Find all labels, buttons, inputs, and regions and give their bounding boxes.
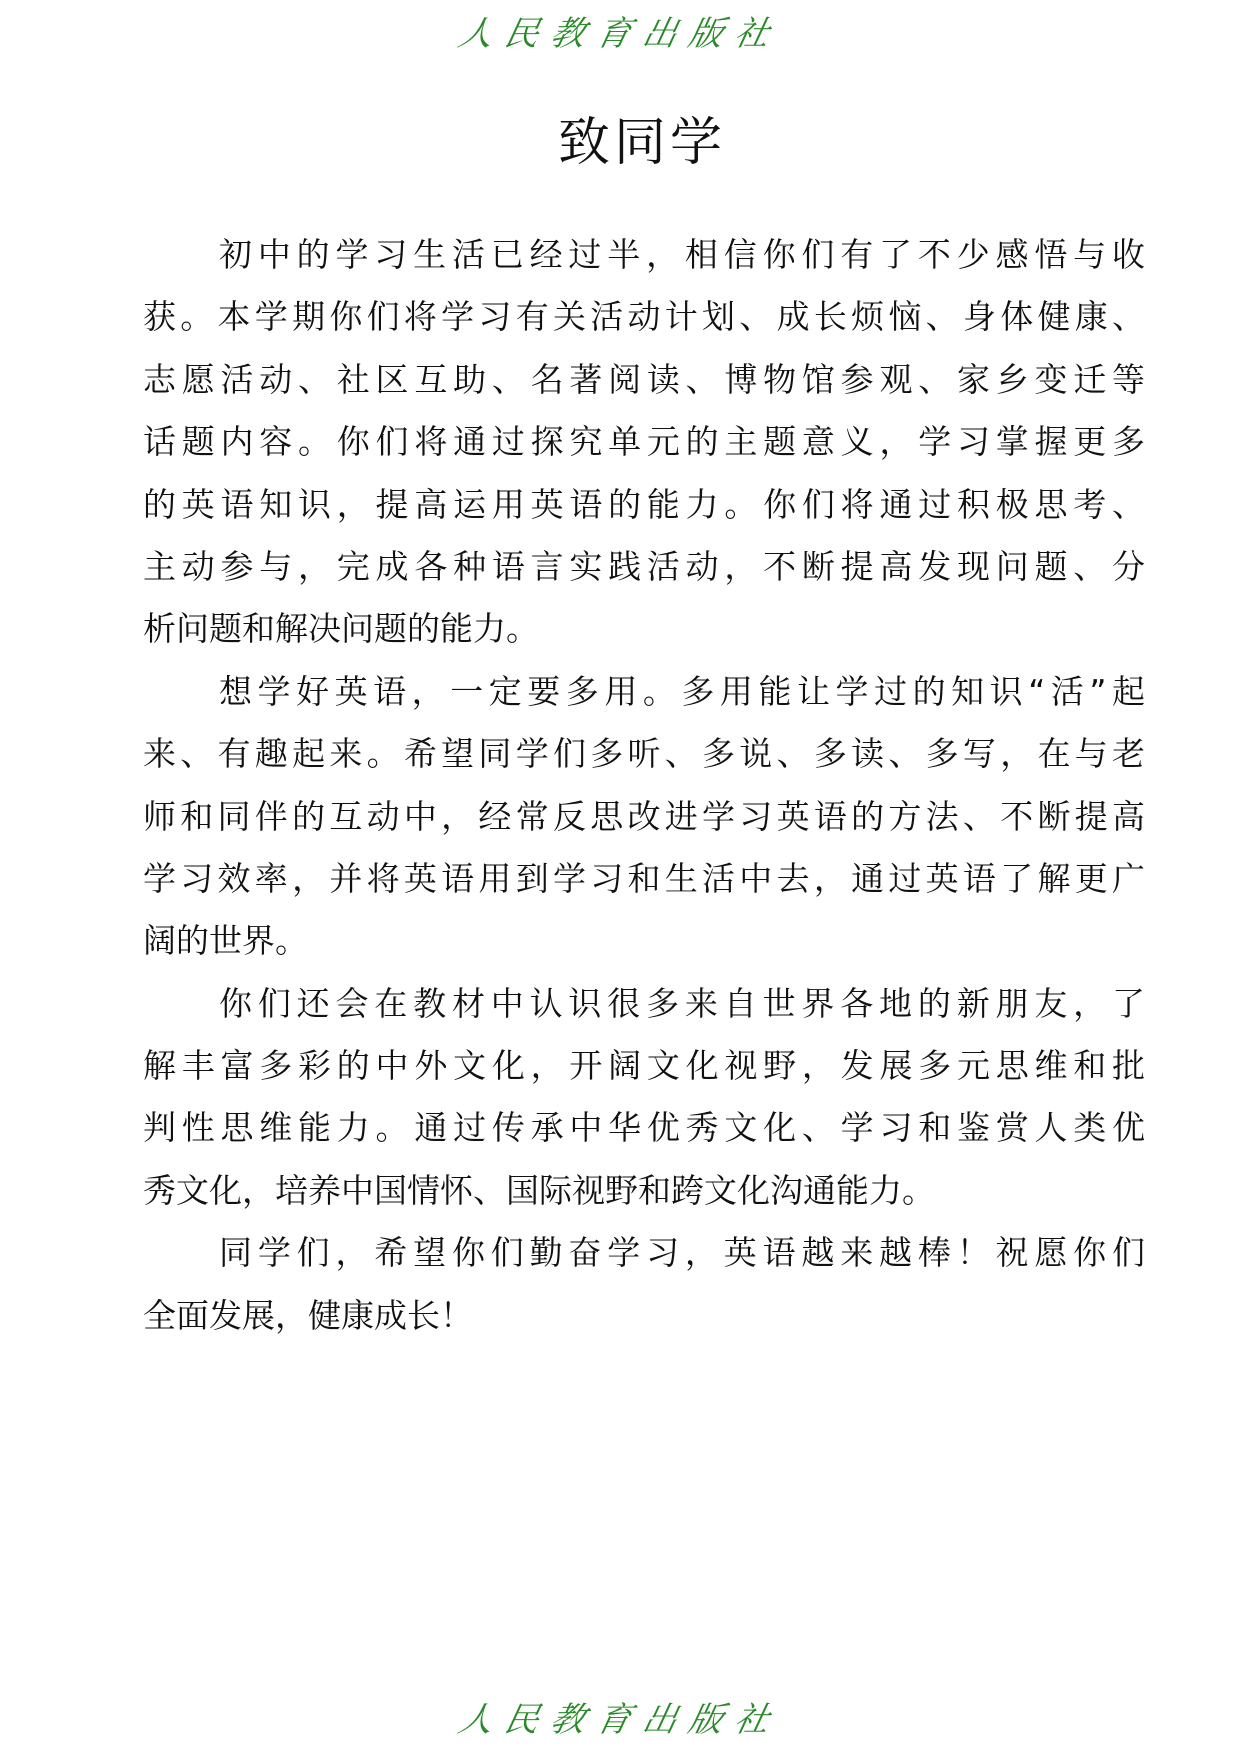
paragraph <box>143 661 1145 973</box>
text-line: 学习效率，并将英语用到学习和生活中去，通过英语了解更广 <box>143 858 1145 898</box>
text-line: 你们还会在教材中认识很多来自世界各地的新朋友，了 <box>219 983 1145 1023</box>
paragraph <box>143 224 1145 661</box>
page-title: 致同学 <box>557 113 726 173</box>
text-line: 秀文化，培养中国情怀、国际视野和跨文化沟通能力。 <box>143 1170 935 1210</box>
text-line: 阔的世界。 <box>143 921 308 961</box>
text-line: 主动参与，完成各种语言实践活动，不断提高发现问题、分 <box>143 546 1145 586</box>
text-line: 师和同伴的互动中，经常反思改进学习英语的方法、不断提高 <box>143 796 1145 836</box>
text-line: 志愿活动、社区互助、名著阅读、博物馆参观、家乡变迁等 <box>143 359 1145 399</box>
text-line: 同学们，希望你们勤奋学习，英语越来越棒！祝愿你们 <box>219 1233 1145 1273</box>
text-line: 判性思维能力。通过传承中华优秀文化、学习和鉴赏人类优 <box>143 1108 1145 1148</box>
text-line: 初中的学习生活已经过半，相信你们有了不少感悟与收 <box>219 235 1145 274</box>
publisher-logo-footer: 人民教育出版社 <box>454 1700 786 1740</box>
text-line: 的英语知识，提高运用英语的能力。你们将通过积极思考、 <box>143 484 1145 524</box>
text-line: 来、有趣起来。希望同学们多听、多说、多读、多写，在与老 <box>143 734 1145 774</box>
publisher-logo-header: 人民教育出版社 <box>454 14 786 54</box>
text-line: 全面发展，健康成长！ <box>143 1295 473 1335</box>
text-line: 想学好英语，一定要多用。多用能让学过的知识“活”起 <box>219 671 1145 711</box>
text-line: 析问题和解决问题的能力。 <box>143 609 539 649</box>
paragraph <box>143 973 1145 1223</box>
text-line: 获。本学期你们将学习有关活动计划、成长烦恼、身体健康、 <box>143 297 1145 337</box>
text-line: 话题内容。你们将通过探究单元的主题意义，学习掌握更多 <box>143 422 1145 462</box>
paragraph <box>143 1222 1145 1347</box>
text-line: 解丰富多彩的中外文化，开阔文化视野，发展多元思维和批 <box>143 1046 1145 1086</box>
letter-body <box>143 224 1145 1347</box>
